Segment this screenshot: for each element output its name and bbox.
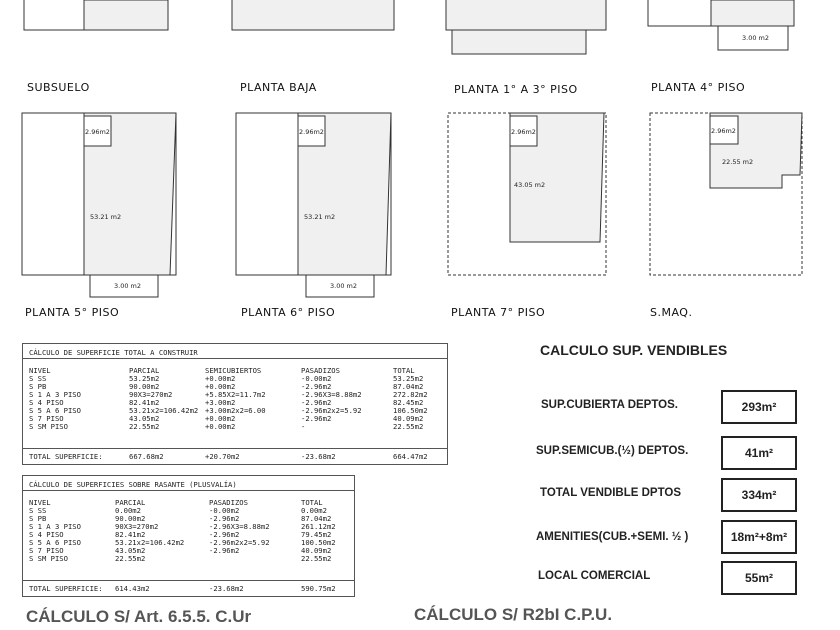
vendible-label-amenities: AMENITIES(CUB.+SEMI. ½ ) <box>536 531 689 543</box>
table1-cell: +0.00m2 <box>205 422 236 431</box>
plan-piso-4-fill <box>711 0 794 26</box>
table2-row <box>23 506 354 514</box>
table2-cell: -2.96m2 <box>209 514 240 523</box>
table2-cell: -2.96m2 <box>209 546 240 555</box>
table-superficie-total <box>22 343 448 465</box>
table2-cell: -0.00m2 <box>209 506 240 515</box>
table1-cell: +3.00m2x2=6.00 <box>205 406 266 415</box>
table2-row <box>23 514 354 522</box>
plan-planta-baja <box>232 0 394 30</box>
table2-row <box>23 554 354 562</box>
table1-cell: - <box>301 422 306 431</box>
table1-header-cell: NIVEL <box>29 366 51 375</box>
table1-cell: -2.96m2 <box>301 398 332 407</box>
plan-piso-6-balcony-label: 3.00 m2 <box>330 282 358 290</box>
footer-calculo-r2bi: CÁLCULO S/ R2bI C.P.U. <box>414 605 613 624</box>
table1-title: CÁLCULO DE SUPERFICIE TOTAL A CONSTRUIR <box>29 348 198 357</box>
plan-piso-5-area-label: 53.21 m2 <box>90 213 122 221</box>
table2-row <box>23 530 354 538</box>
table1-cell: S SS <box>29 374 47 383</box>
table2-cell: S PB <box>29 514 47 523</box>
table1-row <box>23 374 447 382</box>
table1-cell: +5.85X2=11.7m2 <box>205 390 266 399</box>
table1-total-cell: -23.68m2 <box>301 452 336 461</box>
table2-total-cell: 590.75m2 <box>301 584 336 593</box>
table2-cell: 53.21x2=106.42m2 <box>115 538 185 547</box>
table1-cell: 90.00m2 <box>129 382 160 391</box>
table1-cell: 82.45m2 <box>393 398 424 407</box>
label-subsuelo: SUBSUELO <box>27 81 90 94</box>
table2-cell: 90.00m2 <box>115 514 146 523</box>
table2-header-cell: PARCIAL <box>115 498 146 507</box>
table1-cell: +3.00m2 <box>205 398 236 407</box>
table2-cell: -2.96X3=8.88m2 <box>209 522 270 531</box>
plan-smaq-small-label: 2.96m2 <box>711 127 736 135</box>
table1-cell: 82.41m2 <box>129 398 160 407</box>
table1-row <box>23 422 447 430</box>
vendible-value-cubierta: 293m² <box>721 390 797 424</box>
table1-cell: 53.25m2 <box>393 374 424 383</box>
table1-cell: -2.96m2 <box>301 382 332 391</box>
table1-cell: +0.00m2 <box>205 414 236 423</box>
table2-cell: S 1 A 3 PISO <box>29 522 81 531</box>
table1-total-cell: 667.68m2 <box>129 452 164 461</box>
table1-cell: -2.96m2x2=5.92 <box>301 406 362 415</box>
table2-header-cell: NIVEL <box>29 498 51 507</box>
plan-piso-1-3 <box>446 0 606 30</box>
table2-cell: S SM PISO <box>29 554 68 563</box>
table2-cell: 90X3=270m2 <box>115 522 159 531</box>
table1-cell: 40.09m2 <box>393 414 424 423</box>
table2-total-cell: TOTAL SUPERFICIE: <box>29 584 103 593</box>
table1-cell: 43.05m2 <box>129 414 160 423</box>
table1-row <box>23 414 447 422</box>
plan-subsuelo-fill <box>84 0 168 30</box>
vendibles-title: CALCULO SUP. VENDIBLES <box>540 342 728 358</box>
table1-header-cell: TOTAL <box>393 366 415 375</box>
table2-cell: S 7 PISO <box>29 546 64 555</box>
table2-cell: 82.41m2 <box>115 530 146 539</box>
table2-cell: 261.12m2 <box>301 522 336 531</box>
table1-row <box>23 398 447 406</box>
table1-cell: S 1 A 3 PISO <box>29 390 81 399</box>
vendible-label-local: LOCAL COMERCIAL <box>538 570 651 582</box>
table1-cell: -0.00m2 <box>301 374 332 383</box>
table1-cell: S SM PISO <box>29 422 68 431</box>
table1-cell: S 4 PISO <box>29 398 64 407</box>
table2-cell: 40.09m2 <box>301 546 332 555</box>
label-planta-5: PLANTA 5° PISO <box>25 306 120 319</box>
label-planta-4: PLANTA 4° PISO <box>651 81 746 94</box>
table1-cell: S PB <box>29 382 47 391</box>
plan-piso-5-balcony-label: 3.00 m2 <box>114 282 142 290</box>
table1-total-cell: +20.70m2 <box>205 452 240 461</box>
table2-title: CÁLCULO DE SUPERFICIES SOBRE RASANTE (PLUSVALÍA) <box>29 480 237 489</box>
plan-piso-7-small-label: 2.96m2 <box>511 128 536 136</box>
plan-piso-6-small-label: 2.96m2 <box>299 128 324 136</box>
plan-piso-5-small-label: 2.96m2 <box>85 128 110 136</box>
table2-cell: 22.55m2 <box>301 554 332 563</box>
table1-header-cell: SEMICUBIERTOS <box>205 366 262 375</box>
label-planta-6: PLANTA 6° PISO <box>241 306 336 319</box>
table2-total-cell: 614.43m2 <box>115 584 150 593</box>
table1-cell: S 7 PISO <box>29 414 64 423</box>
table2-row <box>23 546 354 554</box>
table1-row <box>23 406 447 414</box>
table1-total-row <box>23 452 447 460</box>
table1-cell: 87.04m2 <box>393 382 424 391</box>
table2-cell: 43.05m2 <box>115 546 146 555</box>
table2-cell: 0.00m2 <box>115 506 141 515</box>
plan-piso-7-area-label: 43.05 m2 <box>514 181 546 189</box>
vendible-value-semicub: 41m² <box>721 436 797 470</box>
table1-header-cell: PASADIZOS <box>301 366 340 375</box>
table1-row <box>23 390 447 398</box>
table2-row <box>23 538 354 546</box>
table2-cell: 79.45m2 <box>301 530 332 539</box>
table1-cell: 22.55m2 <box>129 422 160 431</box>
table2-cell: S SS <box>29 506 47 515</box>
table1-header-cell: PARCIAL <box>129 366 160 375</box>
table1-cell: 90X3=270m2 <box>129 390 173 399</box>
plan-piso-4-note: 3.00 m2 <box>742 34 770 42</box>
plan-piso-1-3-base <box>452 30 586 54</box>
plan-smaq-area-label: 22.55 m2 <box>722 158 754 166</box>
table2-cell: -2.96m2x2=5.92 <box>209 538 270 547</box>
table2-cell: -2.96m2 <box>209 530 240 539</box>
table1-cell: +0.00m2 <box>205 382 236 391</box>
table1-header <box>23 366 447 374</box>
table1-cell: 53.25m2 <box>129 374 160 383</box>
footer-calculo-art: CÁLCULO S/ Art. 6.5.5. C.Ur <box>26 607 252 626</box>
table2-row <box>23 522 354 530</box>
vendible-value-local: 55m² <box>721 561 797 595</box>
plan-piso-6-area-label: 53.21 m2 <box>304 213 336 221</box>
table1-cell: -2.96m2 <box>301 414 332 423</box>
table2-cell: 22.55m2 <box>115 554 146 563</box>
table1-cell: S 5 A 6 PISO <box>29 406 81 415</box>
table1-cell: +0.00m2 <box>205 374 236 383</box>
table2-total-row <box>23 584 354 592</box>
vendible-value-amenities: 18m²+8m² <box>721 520 797 554</box>
table2-header <box>23 498 354 506</box>
label-planta-1-3: PLANTA 1° A 3° PISO <box>454 83 578 96</box>
table1-cell: 272.82m2 <box>393 390 428 399</box>
table1-cell: 106.50m2 <box>393 406 428 415</box>
table-superficie-rasante <box>22 475 355 597</box>
table2-header-cell: PASADIZOS <box>209 498 248 507</box>
table2-total-cell: -23.68m2 <box>209 584 244 593</box>
table1-cell: 53.21x2=106.42m2 <box>129 406 199 415</box>
table2-cell: S 5 A 6 PISO <box>29 538 81 547</box>
table2-header-cell: TOTAL <box>301 498 323 507</box>
vendible-label-semicub: SUP.SEMICUB.(½) DEPTOS. <box>536 445 689 457</box>
table1-cell: -2.96X3=8.88m2 <box>301 390 362 399</box>
table2-cell: 87.04m2 <box>301 514 332 523</box>
vendible-value-total: 334m² <box>721 478 797 512</box>
table2-cell: 0.00m2 <box>301 506 327 515</box>
table1-row <box>23 382 447 390</box>
table2-cell: S 4 PISO <box>29 530 64 539</box>
vendible-label-total: TOTAL VENDIBLE DPTOS <box>540 487 681 499</box>
table1-cell: 22.55m2 <box>393 422 424 431</box>
table1-total-cell: TOTAL SUPERFICIE: <box>29 452 103 461</box>
table1-total-cell: 664.47m2 <box>393 452 428 461</box>
label-smaq: S.MAQ. <box>650 306 693 319</box>
label-planta-baja: PLANTA BAJA <box>240 81 317 94</box>
table2-cell: 100.50m2 <box>301 538 336 547</box>
label-planta-7: PLANTA 7° PISO <box>451 306 546 319</box>
vendible-label-cubierta: SUP.CUBIERTA DEPTOS. <box>541 399 678 411</box>
